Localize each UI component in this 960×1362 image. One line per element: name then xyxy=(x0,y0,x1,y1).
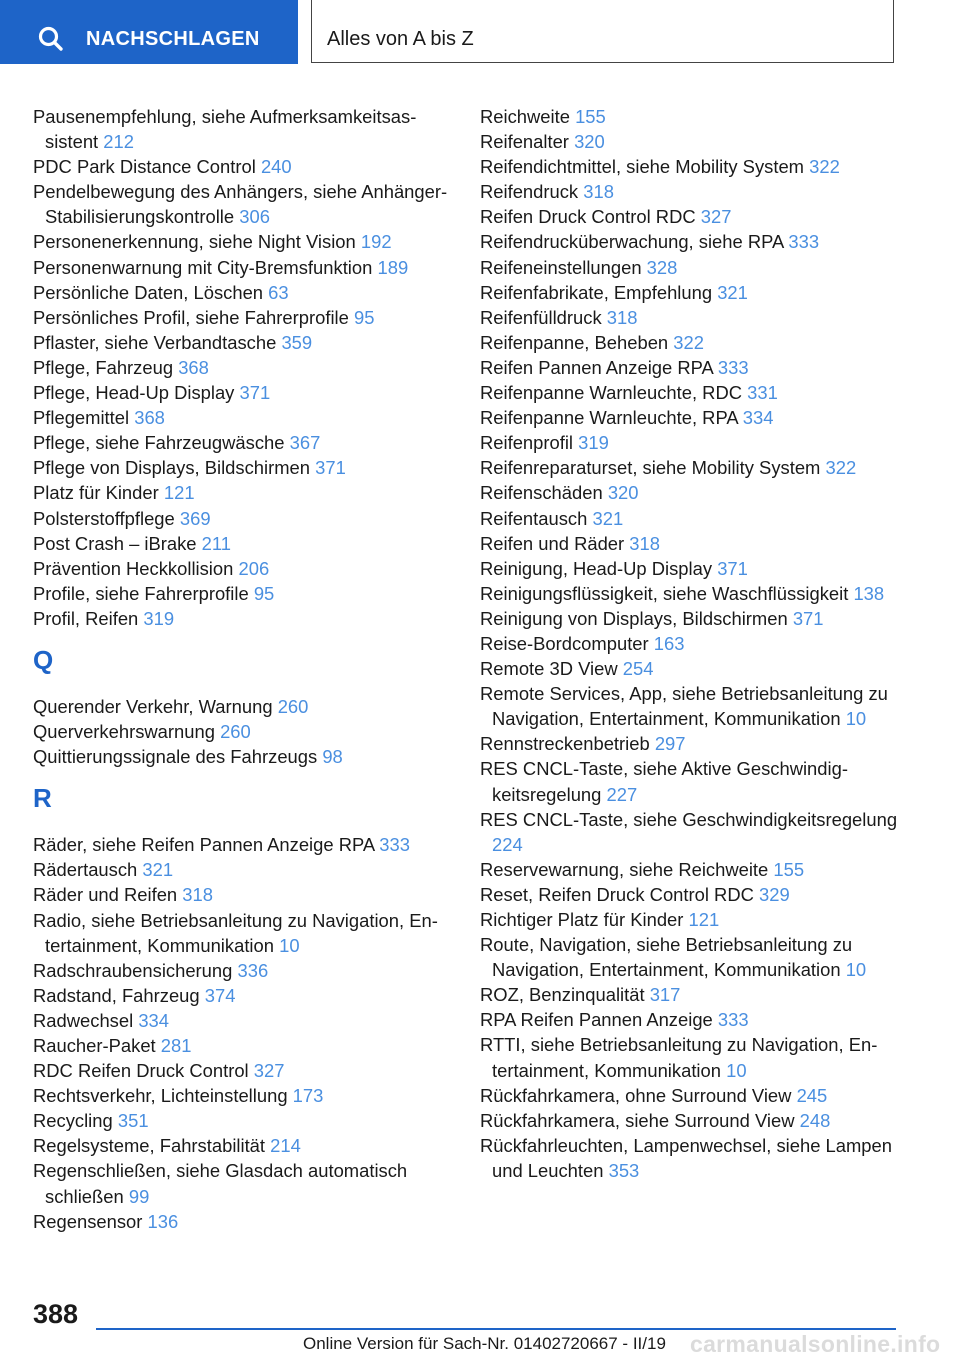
page-reference-link[interactable]: 10 xyxy=(845,959,867,981)
index-entry xyxy=(480,882,900,907)
index-term: Reifenfabrikate, Empfehlung xyxy=(480,281,713,303)
index-entry xyxy=(33,556,453,581)
index-entry xyxy=(33,1133,453,1158)
index-term: Platz für Kinder xyxy=(33,482,159,504)
index-term: Reichweite xyxy=(480,106,570,127)
index-entry xyxy=(480,581,900,606)
index-term: Regensensor xyxy=(33,1210,143,1232)
index-term: Reinigung, Head-Up Display xyxy=(480,557,713,579)
index-term: Pausenempfehlung, siehe Aufmerksamkeitsassistent xyxy=(33,106,417,153)
index-term: Polsterstoffpflege xyxy=(33,507,175,529)
index-entry xyxy=(33,744,453,769)
index-term: Reifendruck xyxy=(480,181,579,203)
index-letter-q: Q xyxy=(33,644,54,675)
index-entry xyxy=(480,380,900,405)
index-term: Regenschließen, siehe Glasdach automatisch schließen xyxy=(33,1160,408,1207)
index-term: Radstand, Fahrzeug xyxy=(33,984,200,1006)
index-entry xyxy=(33,330,453,355)
index-term: Reise-Bordcomputer xyxy=(480,632,649,654)
index-entry xyxy=(33,908,453,958)
index-entry xyxy=(33,1158,453,1208)
page-reference-link[interactable]: 206 xyxy=(238,557,270,579)
online-version-note: Online Version für Sach-Nr. 01402720667 - II/19 xyxy=(303,1334,666,1353)
index-entry xyxy=(33,305,453,330)
page-reference-link[interactable]: 320 xyxy=(607,482,639,504)
index-term: RDC Reifen Druck Control xyxy=(33,1060,249,1082)
page-reference-link[interactable]: 327 xyxy=(253,1060,285,1082)
index-term: Reifenschäden xyxy=(480,482,603,504)
index-entry xyxy=(480,556,900,581)
index-term: Reservewarnung, siehe Reichweite xyxy=(480,858,769,880)
page-reference-link[interactable]: 155 xyxy=(575,106,606,127)
index-entry xyxy=(480,982,900,1007)
index-term: Raucher-Paket xyxy=(33,1035,156,1056)
page-reference-link[interactable]: 212 xyxy=(103,131,134,153)
index-term: Pflege, Head-Up Display xyxy=(33,382,235,404)
index-term: Regelsysteme, Fahrstabilität xyxy=(33,1135,266,1157)
index-entry xyxy=(480,932,900,982)
index-term: Rädertausch xyxy=(33,859,138,881)
index-entry xyxy=(33,480,453,505)
page-reference-link[interactable]: 336 xyxy=(237,959,269,981)
page-reference-link[interactable]: 320 xyxy=(574,131,605,153)
page-reference-link[interactable]: 260 xyxy=(277,695,309,717)
index-entry xyxy=(480,857,900,882)
page-reference-link[interactable]: 317 xyxy=(649,984,681,1006)
page-reference-link[interactable]: 318 xyxy=(182,884,213,906)
page-reference-link[interactable]: 95 xyxy=(253,582,275,604)
index-term: Prävention Heckkollision xyxy=(33,557,234,579)
index-entry xyxy=(33,1209,453,1234)
index-entry xyxy=(480,229,900,254)
index-term: Reifentausch xyxy=(480,507,588,529)
index-term: Reset, Reifen Druck Control RDC xyxy=(480,883,754,905)
index-entry xyxy=(33,405,453,430)
page-reference-link[interactable]: 322 xyxy=(673,331,704,353)
index-term: Profile, siehe Fahrerprofile xyxy=(33,582,249,604)
index-term: Räder und Reifen xyxy=(33,884,178,906)
index-entry xyxy=(33,983,453,1008)
page-reference-link[interactable]: 306 xyxy=(239,206,270,228)
page-reference-link[interactable]: 321 xyxy=(592,507,624,529)
index-term: Personenerkennung, siehe Night Vision xyxy=(33,231,356,253)
index-term: Reifenpanne Warnleuchte, RDC xyxy=(480,382,743,404)
page-reference-link[interactable]: 329 xyxy=(759,883,790,905)
index-entry xyxy=(480,807,900,857)
page-reference-link[interactable]: 281 xyxy=(160,1035,192,1056)
index-term: RES CNCL-Taste, siehe Aktive Geschwindigkeitsregelung xyxy=(480,758,848,805)
index-term: Recycling xyxy=(33,1110,113,1132)
page-reference-link[interactable]: 368 xyxy=(134,407,165,429)
index-entry xyxy=(33,606,453,631)
index-term: Persönliche Daten, Löschen xyxy=(33,281,264,303)
index-entry xyxy=(33,1083,453,1108)
index-term: Reifendrucküberwachung, siehe RPA xyxy=(480,231,784,253)
page-reference-link[interactable]: 297 xyxy=(654,733,686,755)
index-term: RTTI, siehe Betriebsanleitung zu Navigation, Entertainment, Kommunikation xyxy=(480,1034,878,1081)
index-entry xyxy=(480,531,900,556)
index-term: Post Crash – iBrake xyxy=(33,532,197,554)
index-group-r xyxy=(33,832,453,1234)
index-term: Pflegemittel xyxy=(33,407,130,429)
index-group-q xyxy=(33,694,453,769)
index-term: Remote 3D View xyxy=(480,658,618,680)
page-reference-link[interactable]: 136 xyxy=(147,1210,179,1232)
page-reference-link[interactable]: 322 xyxy=(825,457,857,479)
page-reference-link[interactable]: 371 xyxy=(239,382,271,404)
index-entry xyxy=(33,694,453,719)
index-term: Rückfahrleuchten, Lampenwechsel, siehe Lampen und Leuchten xyxy=(480,1134,892,1181)
index-term: Remote Services, App, siehe Betriebsanleitung zu Navigation, Entertainment, Kommunikation xyxy=(480,683,888,730)
page-reference-link[interactable]: 173 xyxy=(292,1085,324,1107)
index-term: Reifenpanne Warnleuchte, RPA xyxy=(480,407,738,429)
page-reference-link[interactable]: 227 xyxy=(606,783,638,805)
index-term: Pendelbewegung des Anhängers, siehe Anhänger-Stabilisierungskontrolle xyxy=(33,181,448,228)
index-entry xyxy=(480,506,900,531)
page-reference-link[interactable]: 121 xyxy=(688,909,720,930)
index-entry xyxy=(480,631,900,656)
page-reference-link[interactable]: 214 xyxy=(270,1135,301,1157)
page-reference-link[interactable]: 318 xyxy=(583,181,614,203)
index-term: Reinigung von Displays, Bildschirmen xyxy=(480,607,788,629)
index-term: Reifenprofil xyxy=(480,432,574,454)
index-entry xyxy=(480,255,900,280)
index-term: Pflaster, siehe Verbandtasche xyxy=(33,331,277,353)
page-reference-link[interactable]: 95 xyxy=(353,306,375,328)
index-entry xyxy=(33,581,453,606)
page-reference-link[interactable]: 10 xyxy=(726,1059,747,1081)
page-reference-link[interactable]: 334 xyxy=(742,407,774,429)
index-entry xyxy=(480,1032,900,1082)
index-column-right xyxy=(480,104,900,1183)
page-reference-link[interactable]: 333 xyxy=(379,834,410,856)
index-entry xyxy=(480,430,900,455)
page-reference-link[interactable]: 192 xyxy=(360,231,392,253)
index-term: ROZ, Benzinqualität xyxy=(480,984,645,1006)
index-term: Rückfahrkamera, siehe Surround View xyxy=(480,1109,795,1131)
index-entry xyxy=(480,405,900,430)
index-entry xyxy=(33,531,453,556)
page-reference-link[interactable]: 98 xyxy=(322,746,343,768)
index-entry xyxy=(33,179,453,229)
page-reference-link[interactable]: 371 xyxy=(792,607,824,629)
page-reference-link[interactable]: 240 xyxy=(260,156,292,178)
index-term: Reifen Druck Control RDC xyxy=(480,206,696,228)
index-entry xyxy=(33,1033,453,1058)
page-reference-link[interactable]: 63 xyxy=(268,281,289,303)
index-entry xyxy=(480,606,900,631)
page-reference-link[interactable]: 318 xyxy=(606,306,638,328)
page-reference-link[interactable]: 10 xyxy=(845,708,867,730)
index-entry xyxy=(33,430,453,455)
index-term: Reifen und Räder xyxy=(480,532,625,554)
page-reference-link[interactable]: 333 xyxy=(717,356,749,378)
page-reference-link[interactable]: 359 xyxy=(281,331,313,353)
page-reference-link[interactable]: 371 xyxy=(717,557,748,579)
index-term: Radwechsel xyxy=(33,1009,134,1031)
index-column-left xyxy=(33,104,453,1234)
index-term: RPA Reifen Pannen Anzeige xyxy=(480,1009,713,1031)
page-reference-link[interactable]: 322 xyxy=(809,156,840,178)
index-term: Querender Verkehr, Warnung xyxy=(33,695,273,717)
index-entry xyxy=(33,1108,453,1133)
page-reference-link[interactable]: 319 xyxy=(143,607,175,629)
index-entry xyxy=(33,280,453,305)
index-entry xyxy=(480,1007,900,1032)
page-reference-link[interactable]: 318 xyxy=(629,532,660,554)
index-term: Radschraubensicherung xyxy=(33,959,233,981)
index-entry xyxy=(33,958,453,983)
index-entry xyxy=(480,480,900,505)
index-entry xyxy=(480,1133,900,1183)
page-reference-link[interactable]: 321 xyxy=(142,859,174,881)
index-term: Reifenfülldruck xyxy=(480,306,602,328)
page-reference-link[interactable]: 331 xyxy=(747,382,778,404)
page-reference-link[interactable]: 155 xyxy=(773,858,805,880)
page-reference-link[interactable]: 163 xyxy=(653,632,685,654)
index-entry xyxy=(33,229,453,254)
index-entry xyxy=(480,129,900,154)
index-entry xyxy=(33,380,453,405)
index-entry xyxy=(33,882,453,907)
index-entry xyxy=(480,756,900,806)
index-entry xyxy=(480,179,900,204)
index-term: Reifeneinstellungen xyxy=(480,256,642,278)
index-group-r-continued xyxy=(480,104,900,1183)
index-entry xyxy=(480,681,900,731)
header xyxy=(0,0,960,66)
page-reference-link[interactable]: 248 xyxy=(799,1109,831,1131)
page-reference-link[interactable]: 353 xyxy=(608,1159,640,1181)
page-reference-link[interactable]: 334 xyxy=(138,1009,169,1031)
page-reference-link[interactable]: 10 xyxy=(279,934,300,956)
page-reference-link[interactable]: 121 xyxy=(163,482,195,504)
index-entry xyxy=(480,656,900,681)
page-reference-link[interactable]: 351 xyxy=(117,1110,149,1132)
index-entry xyxy=(480,104,900,129)
index-term: Rückfahrkamera, ohne Surround View xyxy=(480,1084,792,1106)
index-term: Richtiger Platz für Kinder xyxy=(480,909,684,930)
index-entry xyxy=(480,1083,900,1108)
index-entry xyxy=(33,832,453,857)
index-term: Rechtsverkehr, Lichteinstellung xyxy=(33,1085,288,1107)
page-reference-link[interactable]: 369 xyxy=(179,507,211,529)
page-reference-link[interactable]: 319 xyxy=(578,432,609,454)
index-term: Räder, siehe Reifen Pannen Anzeige RPA xyxy=(33,834,375,856)
index-entry xyxy=(480,280,900,305)
index-entry xyxy=(480,731,900,756)
index-entry xyxy=(33,255,453,280)
index-entry xyxy=(480,355,900,380)
page-reference-link[interactable]: 321 xyxy=(717,281,748,303)
index-entry xyxy=(480,1108,900,1133)
page-number: 388 xyxy=(33,1299,79,1329)
index-term: Reifen Pannen Anzeige RPA xyxy=(480,356,713,378)
index-term: RES CNCL-Taste, siehe Geschwindigkeitsregelung xyxy=(480,808,898,830)
index-entry xyxy=(480,907,900,932)
index-entry xyxy=(33,154,453,179)
section-title: Alles von A bis Z xyxy=(327,28,474,50)
index-entry xyxy=(33,506,453,531)
page-reference-link[interactable]: 371 xyxy=(315,457,346,479)
watermark: carmanualsonline.info xyxy=(690,1331,941,1357)
index-term: PDC Park Distance Control xyxy=(33,156,256,178)
index-entry xyxy=(480,204,900,229)
index-entry xyxy=(33,857,453,882)
index-entry xyxy=(33,355,453,380)
index-entry xyxy=(33,104,453,154)
index-term: Pflege, Fahrzeug xyxy=(33,356,174,378)
nachschlagen-tab[interactable] xyxy=(0,0,298,64)
index-entry xyxy=(480,330,900,355)
index-letter-r: R xyxy=(33,783,52,814)
page-reference-link[interactable]: 254 xyxy=(622,658,654,680)
section-title-box xyxy=(311,0,894,63)
page-reference-link[interactable]: 368 xyxy=(178,356,209,378)
page-reference-link[interactable]: 99 xyxy=(128,1185,150,1207)
index-entry xyxy=(33,719,453,744)
page-reference-link[interactable]: 328 xyxy=(646,256,678,278)
tab-label: NACHSCHLAGEN xyxy=(86,28,260,50)
index-term: Route, Navigation, siehe Betriebsanleitung zu Navigation, Entertainment, Kommunikation xyxy=(480,934,853,981)
page-reference-link[interactable]: 327 xyxy=(700,206,732,228)
index-term: Pflege von Displays, Bildschirmen xyxy=(33,457,310,479)
index-entry xyxy=(480,455,900,480)
page-reference-link[interactable]: 333 xyxy=(717,1009,749,1031)
index-term: Persönliches Profil, siehe Fahrerprofile xyxy=(33,306,349,328)
index-term: Radio, siehe Betriebsanleitung zu Navigation, Entertainment, Kommunikation xyxy=(33,909,438,956)
index-entry xyxy=(33,455,453,480)
page-reference-link[interactable]: 245 xyxy=(796,1084,828,1106)
index-term: Reifenalter xyxy=(480,131,569,153)
page-reference-link[interactable]: 211 xyxy=(201,532,231,554)
index-entry xyxy=(480,305,900,330)
index-term: Quittierungssignale des Fahrzeugs xyxy=(33,746,318,768)
index-group-p xyxy=(33,104,453,631)
index-term: Reifenpanne, Beheben xyxy=(480,331,669,353)
index-term: Personenwarnung mit City-Bremsfunktion xyxy=(33,256,373,278)
footer-rule xyxy=(96,1328,896,1330)
page-reference-link[interactable]: 224 xyxy=(492,833,523,855)
index-term: Pflege, siehe Fahrzeugwäsche xyxy=(33,432,285,454)
index-entry xyxy=(480,154,900,179)
index-entry xyxy=(33,1008,453,1033)
page-reference-link[interactable]: 367 xyxy=(289,432,321,454)
index-term: Reifendichtmittel, siehe Mobility System xyxy=(480,156,805,178)
index-entry xyxy=(33,1058,453,1083)
index-term: Reinigungsflüssigkeit, siehe Waschflüssigkeit xyxy=(480,582,849,604)
index-term: Profil, Reifen xyxy=(33,607,139,629)
page-reference-link[interactable]: 189 xyxy=(377,256,409,278)
page-reference-link[interactable]: 374 xyxy=(204,984,236,1006)
index-term: Querverkehrswarnung xyxy=(33,721,215,743)
index-term: Rennstreckenbetrieb xyxy=(480,733,650,755)
page-reference-link[interactable]: 333 xyxy=(788,231,820,253)
index-term: Reifenreparaturset, siehe Mobility System xyxy=(480,457,821,479)
page-reference-link[interactable]: 260 xyxy=(220,721,251,743)
page-reference-link[interactable]: 138 xyxy=(853,582,885,604)
search-icon xyxy=(38,26,64,52)
